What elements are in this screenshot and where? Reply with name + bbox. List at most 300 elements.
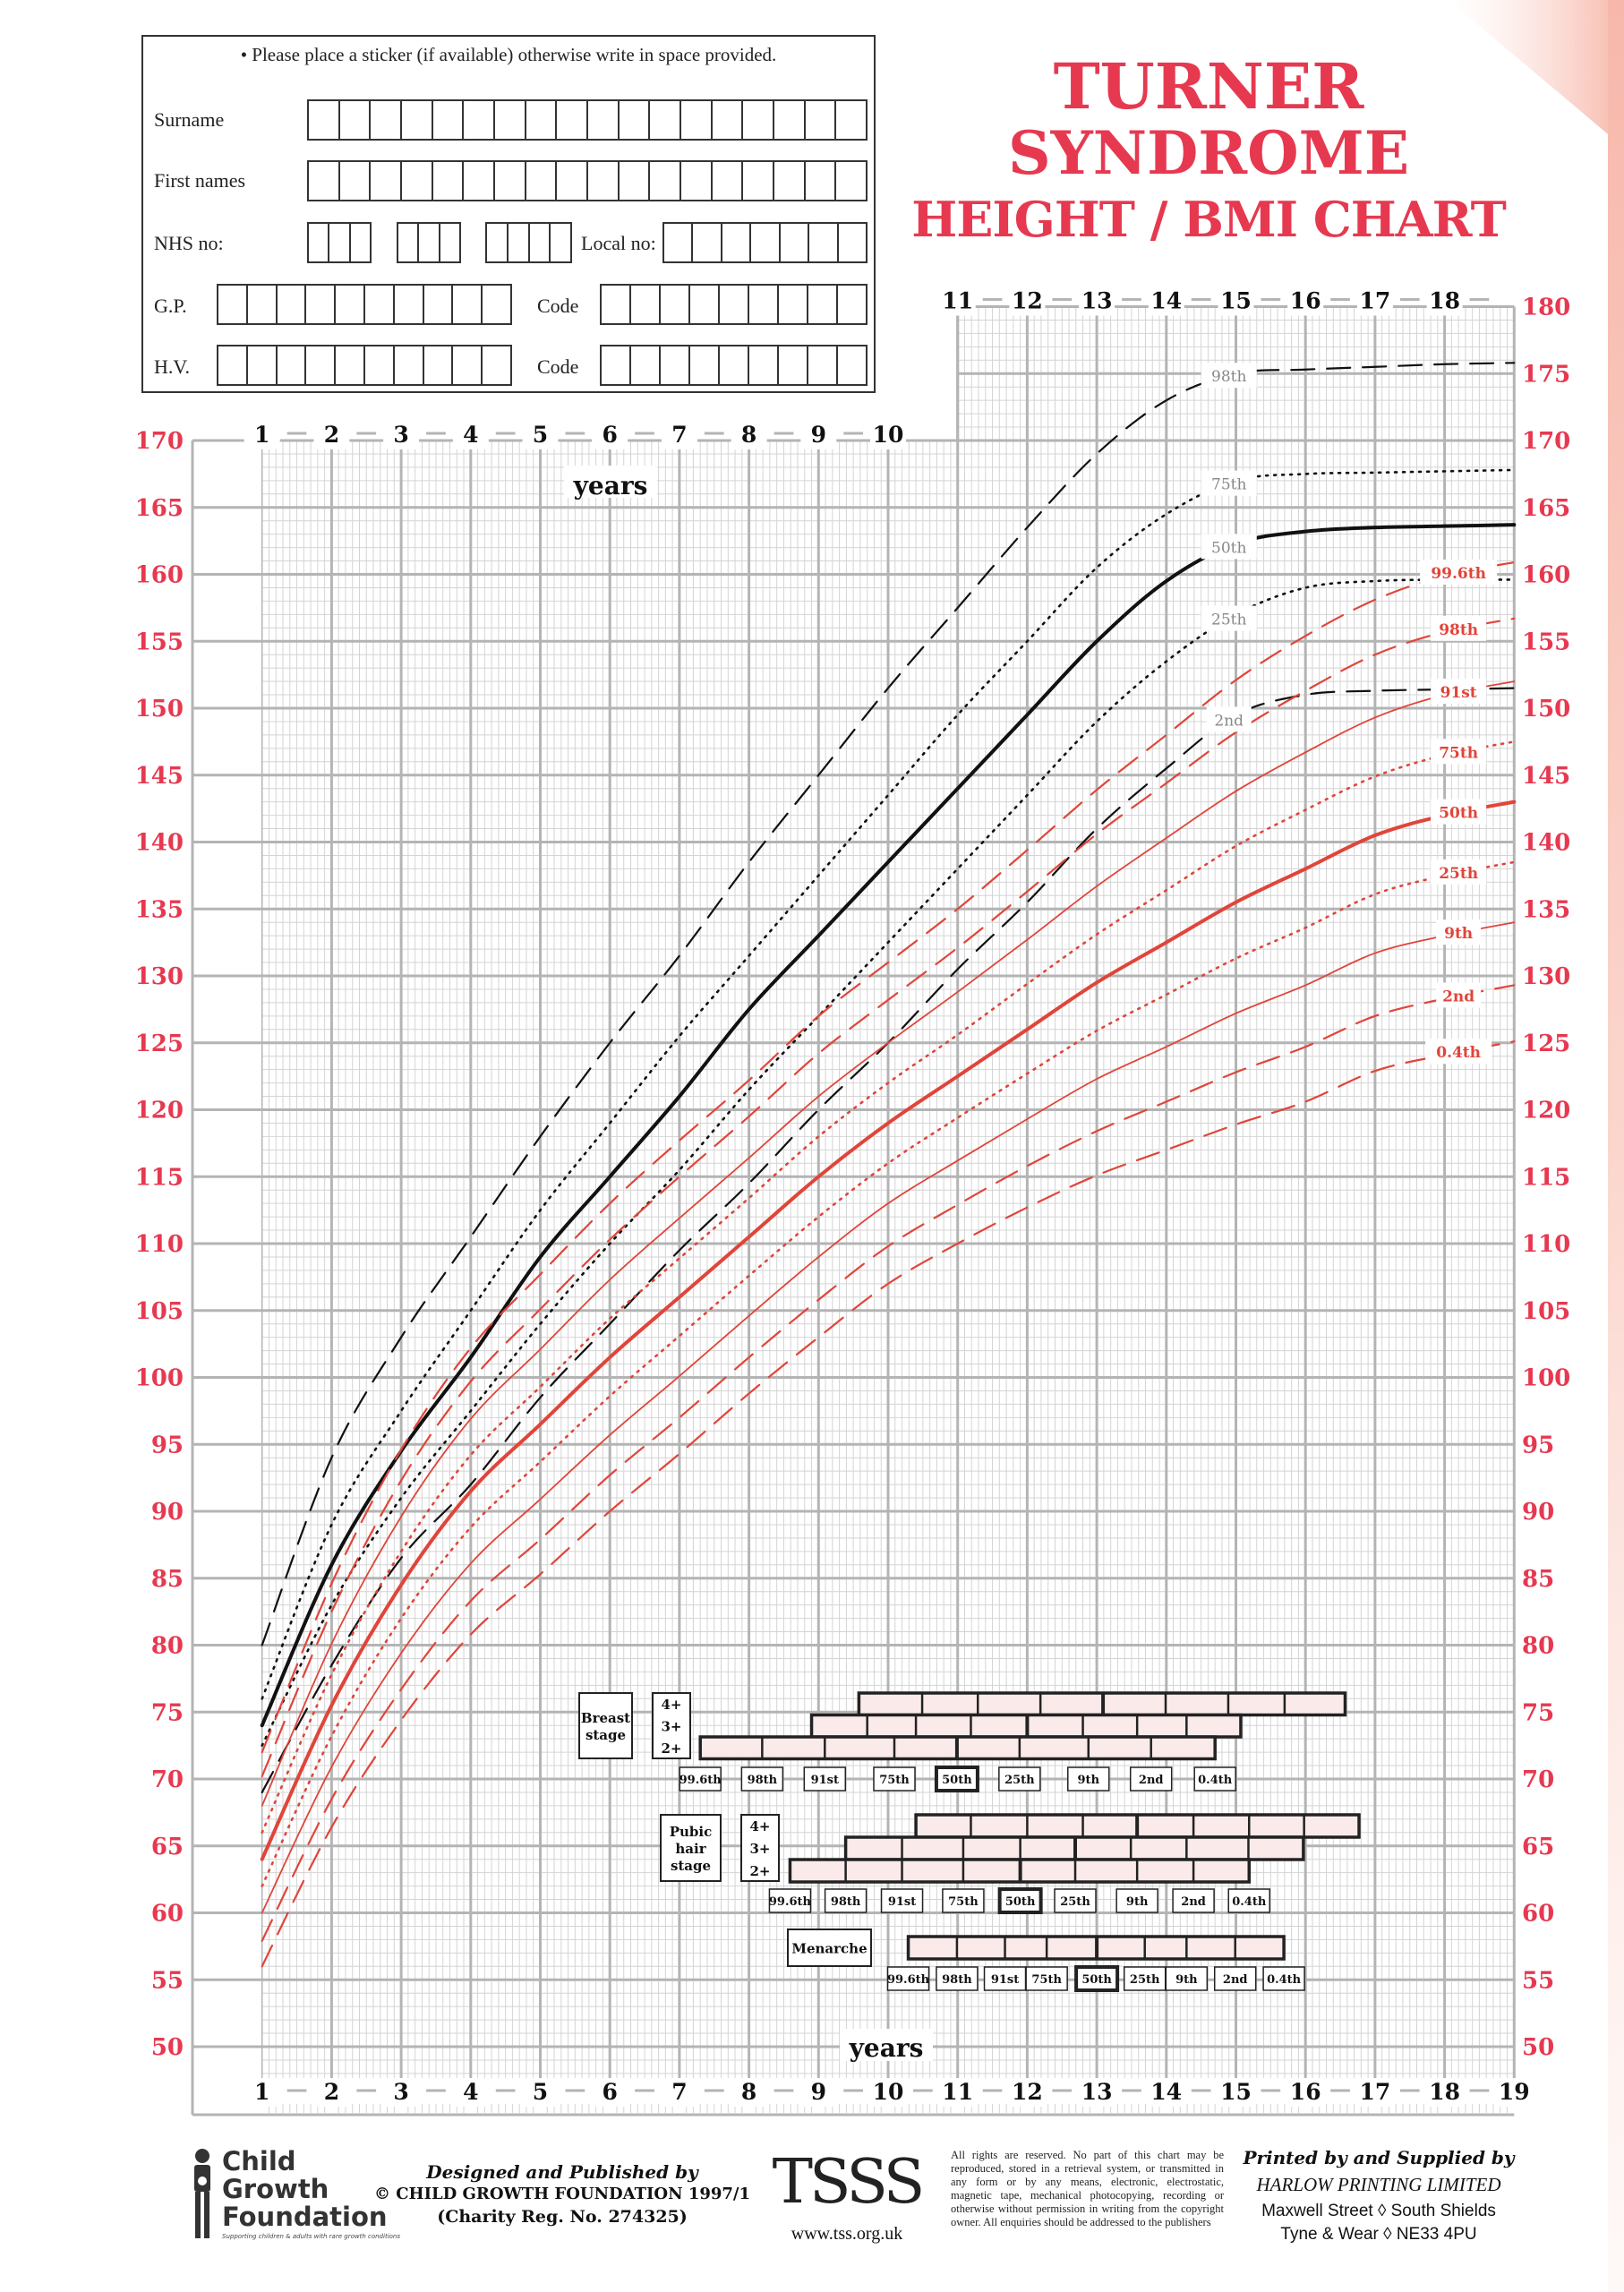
x-tick-label: 13 [1081,287,1113,314]
copyright-notice: All rights are reserved. No part of this chart may be reproduced, stored in a retrieval system, or transmitted in any form or by any means, electronic, electrostatic, magnetic tape, mechanical photocopying, recording or otherwise without permission in writing from the copyright owner. All enquiries should be addressed to the publishers [951,2149,1224,2228]
x-tick-label-bg [1115,287,1149,300]
x-tick-label-bg [1323,287,1357,300]
character-cell[interactable] [779,224,808,261]
hv-code-field[interactable] [600,345,868,386]
x-tick-label: 1 [253,422,270,448]
x-tick-label: 16 [1289,2079,1321,2105]
character-cell[interactable] [773,162,804,200]
x-tick-label: 19 [1498,2079,1530,2105]
nhs-no-field-2[interactable] [397,222,461,263]
x-tick-label-bg [976,2078,1010,2091]
y-tick-label-right: 100 [1522,1364,1571,1392]
x-tick-label: 11 [942,2079,974,2105]
y-tick-label-left: 115 [134,1164,184,1192]
breast-stage-label: stage [585,1727,627,1743]
x-tick-label: 17 [1359,287,1391,314]
hv-label: H.V. [154,355,190,378]
x-tick-label: 7 [671,2079,688,2105]
x-tick-label-bg [1045,2078,1079,2091]
character-cell[interactable] [363,286,393,323]
character-cell[interactable] [748,286,777,323]
character-cell[interactable] [629,346,659,384]
y-tick-label-left: 55 [150,1967,184,1995]
x-tick-label-bg [419,2078,453,2091]
x-tick-label-bg [489,421,523,433]
character-cell[interactable] [462,162,493,200]
tsss-url[interactable]: www.tss.org.uk [791,2224,903,2244]
x-tick-label: 9 [810,422,827,448]
character-cell[interactable] [711,162,742,200]
breast-centile-label: 9th [1077,1774,1100,1787]
x-tick-label: 4 [463,422,479,448]
y-tick-label-left: 110 [134,1231,184,1258]
y-tick-label-right: 120 [1522,1097,1571,1125]
character-cell[interactable] [398,224,417,261]
y-tick-label-right: 125 [1522,1030,1571,1057]
x-tick-label-bg [1463,287,1497,300]
menarche-centile-label: 75th [1031,1973,1062,1987]
x-tick-label: 18 [1429,287,1460,314]
character-cell[interactable] [807,346,836,384]
nhs-no-label: NHS no: [154,232,224,254]
x-tick-label-bg [1254,2078,1288,2091]
breast-centile-label: 2nd [1138,1774,1164,1787]
pubic-hair-stage-label: hair [675,1841,706,1857]
character-cell[interactable] [432,162,463,200]
character-cell[interactable] [423,346,452,384]
pubic-stage-number: 3+ [749,1841,771,1857]
centile-label: 75th [1439,744,1479,763]
centile-label: 98th [1439,620,1479,639]
x-tick-label-bg [836,421,870,433]
y-tick-label-left: 125 [134,1030,184,1057]
x-tick-label: 3 [393,422,409,448]
menarche-centile-label: 0.4th [1267,1973,1302,1987]
centile-label: 25th [1211,611,1247,629]
character-cell[interactable] [691,224,720,261]
x-tick-label-bg [628,2078,662,2091]
centile-label: 0.4th [1436,1044,1482,1063]
y-tick-label-left: 50 [150,2034,184,2061]
x-tick-label-bg [836,2078,870,2091]
character-cell[interactable] [618,162,649,200]
character-cell[interactable] [493,162,525,200]
x-tick-label-bg [489,2078,523,2091]
y-tick-label-right: 165 [1522,494,1571,522]
character-cell[interactable] [363,346,393,384]
y-tick-label-left: 60 [150,1900,184,1928]
x-tick-label: 14 [1150,2079,1183,2105]
x-tick-label: 5 [532,422,549,448]
character-cell[interactable] [664,224,691,261]
x-tick-label: 12 [1012,2079,1043,2105]
character-cell[interactable] [525,101,556,139]
y-tick-label-left: 165 [134,494,184,522]
y-tick-label-left: 135 [134,896,184,924]
character-cell[interactable] [629,286,659,323]
x-axis-title: years [573,471,648,500]
x-tick-label: 5 [532,2079,549,2105]
character-cell[interactable] [451,346,481,384]
y-tick-label-right: 180 [1522,294,1571,321]
x-tick-label-bg [1463,2078,1497,2091]
y-tick-label-right: 110 [1522,1231,1571,1258]
centile-label: 75th [1211,475,1247,494]
character-cell[interactable] [369,162,400,200]
y-tick-label-right: 105 [1522,1297,1571,1325]
breast-centile-label: 25th [1004,1774,1035,1787]
y-tick-label-right: 145 [1522,762,1571,790]
cgf-word-growth: Growth [222,2174,329,2204]
charity-reg: (Charity Reg. No. 274325) [437,2207,688,2227]
x-tick-label-bg [559,2078,593,2091]
pubic-centile-label: 0.4th [1232,1895,1267,1909]
character-cell[interactable] [328,224,348,261]
x-tick-label-bg [419,421,453,433]
pubic-centile-label: 25th [1060,1895,1090,1909]
character-cell[interactable] [481,286,510,323]
character-cell[interactable] [602,346,629,384]
x-tick-label: 12 [1012,287,1043,314]
gp-code-label: Code [537,295,579,317]
character-cell[interactable] [648,162,680,200]
x-tick-label: 16 [1289,287,1321,314]
menarche-centile-label: 99.6th [886,1973,930,1987]
printed-by: Printed by and Supplied by [1243,2147,1515,2168]
character-cell[interactable] [659,346,688,384]
local-no-field[interactable] [662,222,868,263]
y-tick-label-right: 55 [1522,1967,1555,1995]
x-tick-label-bg [767,2078,801,2091]
character-cell[interactable] [246,346,276,384]
character-cell[interactable] [837,224,866,261]
y-tick-label-left: 130 [134,963,184,990]
surname-label: Surname [154,108,225,131]
y-tick-label-right: 175 [1522,361,1571,389]
y-tick-label-right: 135 [1522,896,1571,924]
breast-centile-label: 99.6th [679,1774,722,1787]
title-line-1: TURNER [1053,49,1364,124]
centile-label: 98th [1211,368,1247,387]
first-names-field[interactable] [307,160,868,201]
x-tick-label: 11 [942,287,974,314]
pubic-centile-label: 2nd [1181,1895,1206,1909]
y-tick-label-right: 130 [1522,963,1571,990]
character-cell[interactable] [586,101,618,139]
x-tick-label: 15 [1220,2079,1252,2105]
x-tick-label-bg [697,2078,731,2091]
character-cell[interactable] [688,286,718,323]
character-cell[interactable] [507,224,528,261]
y-tick-label-right: 170 [1522,428,1571,455]
x-tick-label: 4 [463,2079,479,2105]
y-tick-label-right: 80 [1522,1632,1555,1660]
x-tick-label: 2 [323,2079,340,2105]
printer-address-1: Maxwell Street ◊ South Shields [1261,2202,1496,2220]
nhs-no-field-1[interactable] [307,222,372,263]
y-tick-label-right: 95 [1522,1432,1555,1459]
x-tick-label-bg [1184,287,1218,300]
character-cell[interactable] [807,286,836,323]
centile-label: 50th [1211,539,1247,558]
x-tick-label: 2 [323,422,340,448]
centile-label: 9th [1444,925,1474,944]
breast-centile-label: 75th [879,1774,910,1787]
y-tick-label-right: 150 [1522,696,1571,723]
x-tick-label-bg [349,2078,383,2091]
x-tick-label-bg [1393,287,1427,300]
centile-label: 91st [1440,684,1477,703]
character-cell[interactable] [804,101,835,139]
y-tick-label-right: 60 [1522,1900,1555,1928]
pubic-hair-stage-label: Pubic [669,1824,713,1840]
breast-centile-label: 0.4th [1198,1774,1233,1787]
character-cell[interactable] [393,346,423,384]
breast-stage-number: 3+ [661,1718,682,1735]
y-tick-label-left: 145 [134,762,184,790]
pubic-centile-label: 75th [948,1895,979,1909]
character-cell[interactable] [334,346,363,384]
character-cell[interactable] [741,101,773,139]
hv-code-label: Code [537,355,579,378]
y-tick-label-left: 75 [150,1699,184,1727]
x-tick-label: 13 [1081,2079,1113,2105]
x-tick-label-bg [1045,287,1079,300]
printer-info [1227,2147,1531,2245]
x-tick-label: 7 [671,422,688,448]
x-tick-label: 18 [1429,2079,1460,2105]
form-instruction: • Please place a sticker (if available) otherwise write in space provided. [240,44,777,65]
x-tick-label: 17 [1359,2079,1391,2105]
y-tick-label-left: 85 [150,1565,184,1593]
nhs-no-field-3[interactable] [485,222,572,263]
x-tick-label-bg [1393,2078,1427,2091]
x-tick-label: 8 [740,2079,757,2105]
character-cell[interactable] [688,346,718,384]
character-cell[interactable] [836,286,866,323]
character-cell[interactable] [555,101,586,139]
y-tick-label-left: 120 [134,1097,184,1125]
patient-details-form [141,35,876,393]
y-tick-label-right: 50 [1522,2034,1555,2061]
character-cell[interactable] [309,162,338,200]
y-tick-label-left: 105 [134,1297,184,1325]
x-tick-label-bg [280,2078,314,2091]
character-cell[interactable] [218,286,246,323]
character-cell[interactable] [304,286,334,323]
pubic-centile-label: 98th [830,1895,861,1909]
character-cell[interactable] [718,286,748,323]
surname-field[interactable] [307,99,868,141]
y-tick-label-left: 160 [134,561,184,589]
y-tick-label-right: 90 [1522,1499,1555,1526]
x-tick-label-bg [1254,287,1288,300]
x-tick-label-bg [1184,2078,1218,2091]
centile-label: 50th [1439,804,1479,823]
character-cell[interactable] [304,346,334,384]
pubic-hair-stage-label: stage [670,1858,712,1874]
y-tick-label-right: 75 [1522,1699,1555,1727]
x-tick-label: 9 [810,2079,827,2105]
character-cell[interactable] [369,101,400,139]
character-cell[interactable] [338,162,370,200]
character-cell[interactable] [711,101,742,139]
menarche-centile-label: 2nd [1222,1973,1248,1987]
character-cell[interactable] [439,224,459,261]
x-tick-label: 10 [872,2079,904,2105]
character-cell[interactable] [400,101,432,139]
y-tick-label-left: 140 [134,829,184,857]
cgf-word-foundation: Foundation [222,2202,388,2232]
y-tick-label-right: 155 [1522,629,1571,656]
character-cell[interactable] [721,224,749,261]
character-cell[interactable] [749,224,778,261]
character-cell[interactable] [432,101,463,139]
character-cell[interactable] [741,162,773,200]
y-tick-label-left: 150 [134,696,184,723]
pubic-centile-label: 91st [887,1895,917,1909]
pubic-stage-number: 2+ [749,1863,771,1879]
y-tick-label-left: 100 [134,1364,184,1392]
character-cell[interactable] [487,224,507,261]
character-cell[interactable] [493,101,525,139]
copyright: © CHILD GROWTH FOUNDATION 1997/1 [373,2185,751,2203]
character-cell[interactable] [648,101,680,139]
character-cell[interactable] [276,346,305,384]
character-cell[interactable] [276,286,305,323]
character-cell[interactable] [309,224,328,261]
character-cell[interactable] [423,286,452,323]
y-tick-label-left: 170 [134,428,184,455]
character-cell[interactable] [393,286,423,323]
character-cell[interactable] [481,346,510,384]
character-cell[interactable] [680,162,711,200]
character-cell[interactable] [349,224,370,261]
x-tick-label-bg [559,421,593,433]
character-cell[interactable] [309,101,338,139]
y-tick-label-right: 115 [1522,1164,1571,1192]
character-cell[interactable] [555,162,586,200]
character-cell[interactable] [602,286,629,323]
x-tick-label: 10 [872,422,904,448]
menarche-centile-label: 25th [1129,1973,1160,1987]
menarche-centile-label: 98th [942,1973,972,1987]
menarche-centile-label: 9th [1175,1973,1198,1987]
y-tick-label-right: 65 [1522,1833,1555,1860]
character-cell[interactable] [246,286,276,323]
gp-field[interactable] [217,284,512,325]
character-cell[interactable] [528,224,550,261]
character-cell[interactable] [836,346,866,384]
character-cell[interactable] [451,286,481,323]
x-tick-label: 1 [253,2079,270,2105]
y-tick-label-left: 65 [150,1833,184,1860]
character-cell[interactable] [659,286,688,323]
menarche-centile-label: 91st [990,1973,1020,1987]
title-line-2: SYNDROME [1007,118,1410,188]
character-cell[interactable] [334,286,363,323]
y-tick-label-right: 140 [1522,829,1571,857]
y-tick-label-left: 80 [150,1632,184,1660]
centile-label: 99.6th [1431,565,1486,584]
x-tick-label-bg [697,421,731,433]
first-names-label: First names [154,169,246,192]
gp-code-field[interactable] [600,284,868,325]
character-cell[interactable] [218,346,246,384]
x-tick-label-bg [976,287,1010,300]
x-tick-label-bg [349,421,383,433]
breast-stage-number: 2+ [661,1740,682,1757]
printer-address-2: Tyne & Wear ◊ NE33 4PU [1280,2225,1477,2244]
breast-stage-label: Breast [580,1710,631,1726]
centile-label: 2nd [1214,712,1244,731]
character-cell[interactable] [338,101,370,139]
x-tick-label: 14 [1150,287,1183,314]
character-cell[interactable] [618,101,649,139]
x-tick-label: 6 [602,422,618,448]
x-tick-label: 8 [740,422,757,448]
x-tick-label-bg [767,421,801,433]
character-cell[interactable] [417,224,438,261]
centile-label: 25th [1439,864,1479,883]
x-tick-label: 3 [393,2079,409,2105]
character-cell[interactable] [748,346,777,384]
character-cell[interactable] [525,162,556,200]
breast-stage-number: 4+ [661,1697,682,1713]
tsss-logo: TSSS [772,2147,922,2218]
local-no-label: Local no: [581,232,656,254]
hv-field[interactable] [217,345,512,386]
x-tick-label: 6 [602,2079,618,2105]
menarche-centile-label: 50th [1081,1973,1112,1987]
character-cell[interactable] [680,101,711,139]
title-line-3: HEIGHT / BMI CHART [911,191,1506,248]
printer-name: HARLOW PRINTING LIMITED [1256,2174,1501,2195]
y-tick-label-left: 155 [134,629,184,656]
character-cell[interactable] [834,101,866,139]
menarche-label: Menarche [791,1940,868,1957]
pubic-centile-label: 9th [1125,1895,1149,1909]
y-tick-label-left: 95 [150,1432,184,1459]
character-cell[interactable] [400,162,432,200]
x-tick-label-bg [906,2078,940,2091]
character-cell[interactable] [462,101,493,139]
character-cell[interactable] [777,346,807,384]
centile-label: 2nd [1442,988,1475,1006]
character-cell[interactable] [718,346,748,384]
x-tick-label-bg [628,421,662,433]
x-axis-title: years [849,2033,924,2063]
character-cell[interactable] [586,162,618,200]
y-tick-label-left: 70 [150,1766,184,1793]
x-tick-label-bg [1115,2078,1149,2091]
character-cell[interactable] [777,286,807,323]
character-cell[interactable] [808,224,836,261]
breast-centile-label: 50th [942,1774,972,1787]
character-cell[interactable] [549,224,570,261]
x-tick-label-bg [1323,2078,1357,2091]
character-cell[interactable] [804,162,835,200]
character-cell[interactable] [834,162,866,200]
x-tick-label-bg [280,421,314,433]
cgf-tagline: Supporting children & adults with rare growth conditions [222,2233,401,2240]
y-tick-label-left: 90 [150,1499,184,1526]
breast-centile-label: 98th [747,1774,778,1787]
cgf-word-child: Child [222,2146,296,2177]
pubic-centile-label: 50th [1004,1895,1036,1909]
pubic-stage-number: 4+ [749,1818,771,1834]
character-cell[interactable] [773,101,804,139]
